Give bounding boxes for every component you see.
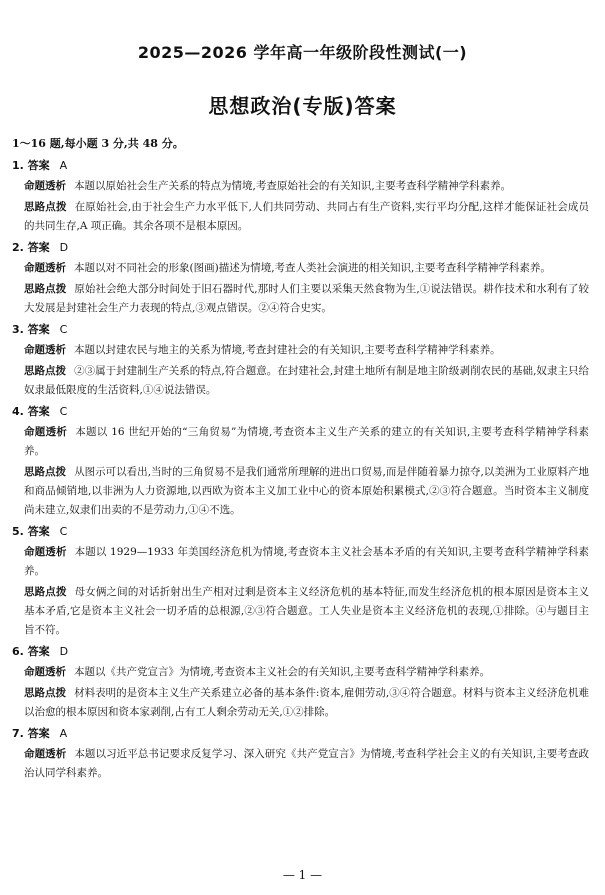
- scoring-note: 1～16 题,每小题 3 分,共 48 分。: [12, 137, 184, 150]
- page-number: — 1 —: [282, 868, 323, 882]
- hint-text: 材料表明的是资本主义生产关系建立必备的基本条件:资本,雇佣劳动,③④符合题意。材料与资本主义经济危机难以治愈的根本原因和资本家剥削,占有工人剩余劳动无关,①②排除。: [24, 687, 589, 718]
- analysis-paragraph: [12, 259, 589, 278]
- analysis-paragraph: [12, 543, 589, 581]
- hint-text: 原始社会绝大部分时间处于旧石器时代,那时人们主要以采集天然食物为生,①说法错误。耕作技术和水利有了较大发展是封建社会生产力表现的特点,③观点错误。②④符合史实。: [24, 283, 589, 314]
- hint-text: 从图示可以看出,当时的三角贸易不是我们通常所理解的进出口贸易,而是伴随着暴力掠夺,以美洲为工业原料产地和商品倾销地,以非洲为人力资源地,以西欧为资本主义加工业中心的资本原始积累模式,②③符合题意。当时资本主义制度尚未建立,奴隶们出卖的不是劳动力,①④不选。: [24, 466, 590, 516]
- question-number: 6.: [12, 645, 28, 658]
- answer-label: 答案: [27, 241, 50, 254]
- answer-label: 答案: [27, 645, 50, 658]
- hint-paragraph: [12, 362, 589, 400]
- question-answer-line: [12, 725, 589, 743]
- analysis-label: 命题透析: [24, 262, 66, 274]
- question-number: 7.: [12, 727, 28, 740]
- answer-value: C: [59, 405, 68, 418]
- analysis-paragraph: [12, 745, 589, 783]
- analysis-label: 命题透析: [24, 666, 66, 678]
- hint-text: 在原始社会,由于社会生产力水平低下,人们共同劳动、共同占有生产资料,实行平均分配,这样才能保证社会成员的共同生存,A 项正确。其余各项不是根本原因。: [24, 201, 589, 232]
- question-list: [12, 157, 589, 783]
- analysis-label: 命题透析: [24, 426, 68, 438]
- question-answer-line: [12, 403, 589, 421]
- question-answer-line: [12, 239, 589, 257]
- question-answer-line: [12, 321, 589, 339]
- hint-paragraph: [12, 463, 589, 520]
- answer-label: 答案: [27, 323, 50, 336]
- question-block: [12, 725, 589, 783]
- question-block: [12, 157, 589, 236]
- answer-value: C: [59, 525, 68, 538]
- exam-title: 2025—2026 学年高一年级阶段性测试(一): [137, 43, 468, 62]
- hint-text: ②③属于封建制生产关系的特点,符合题意。在封建社会,封建土地所有制是地主阶级剥削农民的基础,奴隶主只给奴隶最低限度的生活资料,①④说法错误。: [24, 365, 590, 396]
- hint-label: 思路点拨: [24, 586, 67, 598]
- question-number: 1.: [12, 159, 28, 172]
- question-answer-line: [12, 643, 589, 661]
- question-number: 3.: [12, 323, 28, 336]
- question-number: 5.: [12, 525, 28, 538]
- analysis-paragraph: [12, 663, 589, 682]
- question-block: [12, 403, 589, 520]
- hint-paragraph: [12, 198, 589, 236]
- question-block: [12, 523, 589, 640]
- analysis-text: 本题以《共产党宣言》为情境,考查资本主义社会的有关知识,主要考查科学精神学科素养。: [74, 666, 491, 678]
- analysis-text: 本题以 16 世纪开始的“三角贸易”为情境,考查资本主义生产关系的建立的有关知识,主要考查科学精神学科素养。: [24, 426, 590, 457]
- analysis-paragraph: [12, 177, 589, 196]
- question-block: [12, 643, 589, 722]
- question-number: 4.: [12, 405, 28, 418]
- question-block: [12, 321, 589, 400]
- analysis-text: 本题以对不同社会的形象(图画)描述为情境,考查人类社会演进的相关知识,主要考查科学精神学科素养。: [74, 262, 551, 274]
- answer-label: 答案: [27, 159, 50, 172]
- hint-label: 思路点拨: [24, 365, 67, 377]
- answer-label: 答案: [27, 525, 50, 538]
- answer-value: A: [59, 159, 68, 172]
- subject-title: 思想政治(专版)答案: [208, 94, 397, 118]
- analysis-label: 命题透析: [24, 180, 66, 192]
- answer-value: D: [59, 645, 69, 658]
- analysis-paragraph: [12, 341, 589, 360]
- answer-content: [12, 135, 589, 783]
- analysis-text: 本题以习近平总书记要求反复学习、深入研究《共产党宣言》为情境,考查科学社会主义的有关知识,主要考查政治认同学科素养。: [24, 748, 589, 779]
- answer-value: D: [59, 241, 69, 254]
- hint-paragraph: [12, 280, 589, 318]
- hint-paragraph: [12, 583, 589, 640]
- analysis-text: 本题以 1929—1933 年美国经济危机为情境,考查资本主义社会基本矛盾的有关知识,主要考查科学精神学科素养。: [24, 546, 590, 577]
- hint-label: 思路点拨: [24, 283, 67, 295]
- analysis-paragraph: [12, 423, 589, 461]
- analysis-label: 命题透析: [24, 344, 66, 356]
- answer-value: C: [59, 323, 68, 336]
- hint-text: 母女俩之间的对话折射出生产相对过剩是资本主义经济危机的基本特征,而发生经济危机的根本原因是资本主义基本矛盾,它是资本主义社会一切矛盾的总根源,②③符合题意。工人失业是资本主义经济危机的表现,①排除。④与题目主旨不符。: [24, 586, 589, 636]
- question-answer-line: [12, 523, 589, 541]
- hint-paragraph: [12, 684, 589, 722]
- answer-label: 答案: [27, 405, 50, 418]
- answer-label: 答案: [27, 727, 50, 740]
- analysis-text: 本题以封建农民与地主的关系为情境,考查封建社会的有关知识,主要考查科学精神学科素养。: [74, 344, 501, 356]
- hint-label: 思路点拨: [24, 201, 67, 213]
- hint-label: 思路点拨: [24, 687, 67, 699]
- analysis-label: 命题透析: [24, 546, 67, 558]
- question-block: [12, 239, 589, 318]
- analysis-text: 本题以原始社会生产关系的特点为情境,考查原始社会的有关知识,主要考查科学精神学科素养。: [74, 180, 512, 192]
- question-number: 2.: [12, 241, 28, 254]
- hint-label: 思路点拨: [24, 466, 67, 478]
- analysis-label: 命题透析: [24, 748, 67, 760]
- question-answer-line: [12, 157, 589, 175]
- answer-value: A: [59, 727, 68, 740]
